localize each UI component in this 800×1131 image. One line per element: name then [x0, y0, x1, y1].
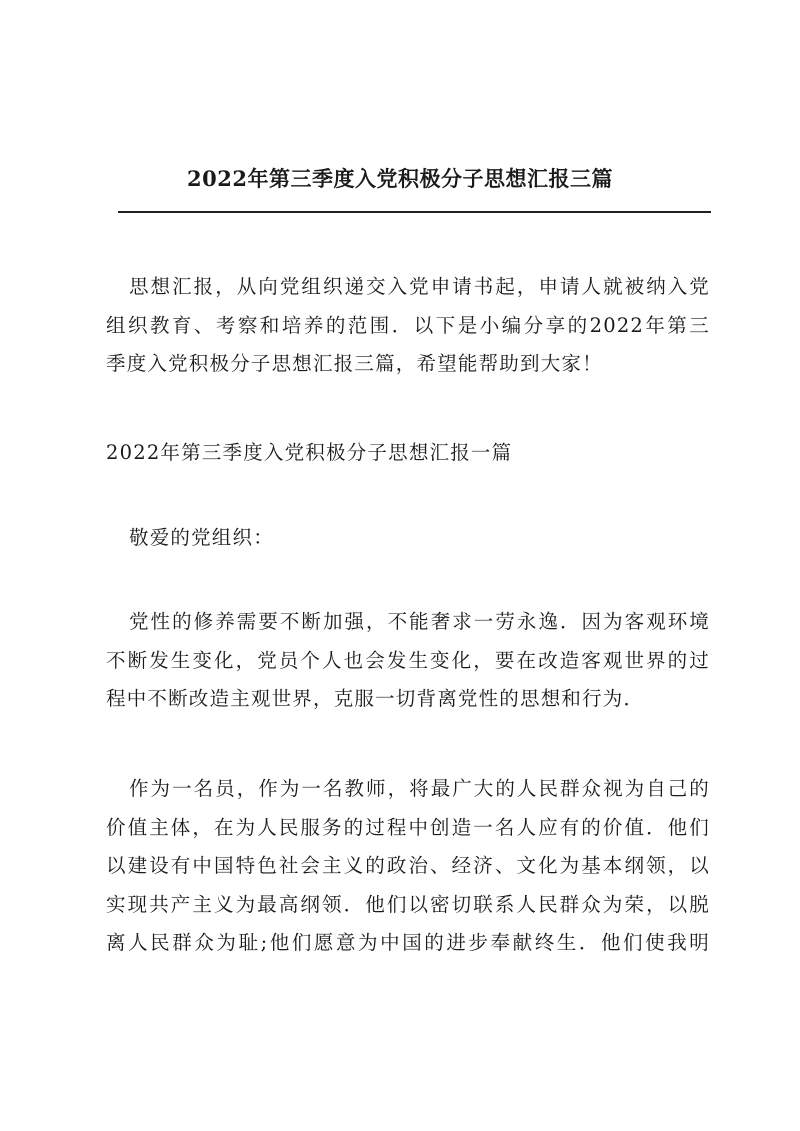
- paragraph-1: [106, 603, 710, 719]
- title-underline: [118, 211, 711, 213]
- paragraph-2-line-2: 价值主体，在为人民服务的过程中创造一名人应有的价值．他们: [106, 815, 710, 839]
- paragraph-1-line-1: 党性的修养需要不断加强，不能奢求一劳永逸．因为客观环境: [129, 610, 710, 633]
- salutation: 敬爱的党组织：: [129, 526, 274, 549]
- paragraph-2-line-3: 以建设有中国特色社会主义的政治、经济、文化为基本纲领，以: [106, 854, 710, 877]
- paragraph-1-line-2: 不断发生变化，党员个人也会发生变化，要在改造客观世界的过: [106, 648, 710, 672]
- intro-paragraph: [106, 268, 710, 384]
- intro-line-3: 季度入党积极分子思想汇报三篇，希望能帮助到大家！: [106, 352, 603, 375]
- paragraph-2-line-5: 离人民群众为耻;他们愿意为中国的进步奉献终生．他们使我明: [106, 931, 710, 954]
- paragraph-2-line-1: 作为一名员，作为一名教师，将最广大的人民群众视为自己的: [129, 777, 710, 800]
- intro-line-1: 思想汇报，从向党组织递交入党申请书起，申请人就被纳入党: [129, 275, 710, 298]
- paragraph-1-line-3: 程中不断改造主观世界，克服一切背离党性的思想和行为．: [106, 687, 645, 710]
- paragraph-2-line-4: 实现共产主义为最高纲领．他们以密切联系人民群众为荣，以脱: [106, 892, 710, 916]
- paragraph-2: [106, 770, 710, 963]
- document-title: 2022年第三季度入党积极分子思想汇报三篇: [187, 166, 613, 191]
- section-heading: 2022年第三季度入党积极分子思想汇报一篇: [106, 441, 513, 464]
- intro-line-2: 组织教育、考察和培养的范围．以下是小编分享的2022年第三: [106, 313, 710, 337]
- section-heading-block: [106, 434, 710, 473]
- salutation-block: [106, 519, 710, 558]
